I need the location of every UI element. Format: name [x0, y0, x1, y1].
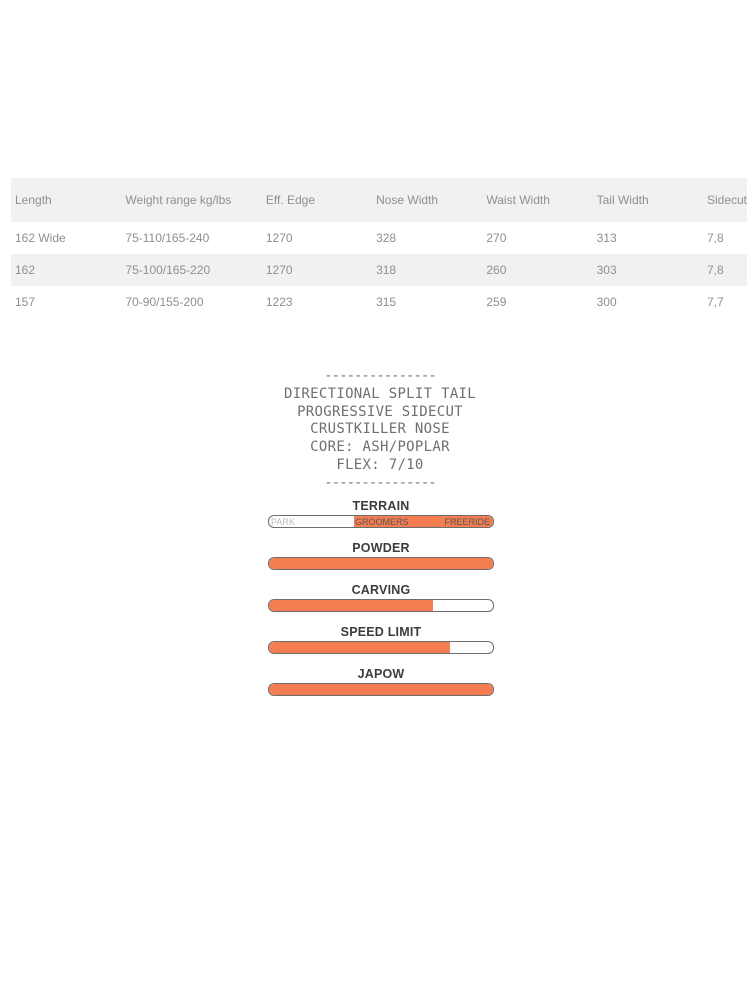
cell-tail: 303	[593, 254, 703, 286]
rating-title: CARVING	[351, 583, 411, 597]
table-row	[11, 222, 747, 254]
cell-sidecut: 7,8	[703, 254, 747, 286]
carving-fill	[269, 600, 433, 611]
feature-line: DIRECTIONAL SPLIT TAIL	[283, 385, 477, 402]
carving-bar	[268, 599, 494, 612]
powder-fill	[269, 558, 493, 569]
table-header-row	[11, 178, 747, 222]
col-waist-header: Waist Width	[482, 178, 592, 222]
ratings-panel	[268, 497, 494, 707]
rating-powder	[268, 539, 494, 581]
rating-japow	[268, 665, 494, 707]
cell-waist: 259	[486, 295, 507, 309]
spec-table	[11, 178, 747, 318]
rating-title: JAPOW	[357, 667, 405, 681]
cell-nose: 318	[372, 254, 482, 286]
cell-waist: 270	[486, 231, 507, 245]
cell-weight: 75-110/165-240	[125, 231, 210, 245]
speed-limit-fill	[269, 642, 450, 653]
divider-top: ---------------	[324, 368, 436, 384]
feature-line: CORE: ASH/POPLAR	[310, 439, 450, 456]
cell-nose: 315	[376, 295, 397, 309]
powder-bar	[268, 557, 494, 570]
col-weight-header: Weight range kg/lbs	[121, 178, 261, 222]
rating-title: SPEED LIMIT	[340, 625, 422, 639]
divider-bottom: ---------------	[324, 474, 436, 491]
col-edge-header: Eff. Edge	[262, 178, 372, 222]
speed-limit-bar	[268, 641, 494, 654]
rating-terrain	[268, 497, 494, 539]
cell-weight: 75-100/165-220	[121, 254, 261, 286]
japow-fill	[269, 684, 493, 695]
rating-speed-limit	[268, 623, 494, 665]
cell-length: 162 Wide	[15, 231, 66, 245]
terrain-label-freeride: FREERIDE	[444, 517, 490, 527]
cell-edge: 1223	[265, 295, 293, 309]
feature-line: FLEX: 7/10	[336, 456, 424, 473]
cell-weight: 70-90/155-200	[125, 295, 204, 309]
rating-title: POWDER	[352, 541, 410, 555]
feature-list	[0, 368, 750, 493]
cell-edge: 1270	[265, 231, 293, 245]
feature-line: CRUSTKILLER NOSE	[310, 421, 450, 438]
cell-sidecut: 7,8	[706, 231, 724, 245]
cell-length: 162	[11, 254, 121, 286]
cell-waist: 260	[482, 254, 592, 286]
col-length-header: Length	[11, 178, 121, 222]
terrain-label-groomers: GROOMERS	[355, 517, 409, 527]
cell-tail: 300	[596, 295, 617, 309]
col-nose-header: Nose Width	[372, 178, 482, 222]
cell-nose: 328	[376, 231, 397, 245]
col-tail-header: Tail Width	[593, 178, 703, 222]
feature-line: PROGRESSIVE SIDECUT	[297, 403, 463, 420]
table-row	[11, 286, 747, 318]
table-row	[11, 254, 747, 286]
col-sidecut-header: Sidecut	[703, 178, 747, 222]
terrain-label-park: PARK	[271, 517, 295, 527]
cell-edge: 1270	[262, 254, 372, 286]
rating-carving	[268, 581, 494, 623]
cell-tail: 313	[596, 231, 617, 245]
rating-title: TERRAIN	[352, 499, 410, 513]
japow-bar	[268, 683, 494, 696]
terrain-bar	[268, 515, 494, 528]
cell-sidecut: 7,7	[706, 295, 724, 309]
cell-length: 157	[15, 295, 36, 309]
